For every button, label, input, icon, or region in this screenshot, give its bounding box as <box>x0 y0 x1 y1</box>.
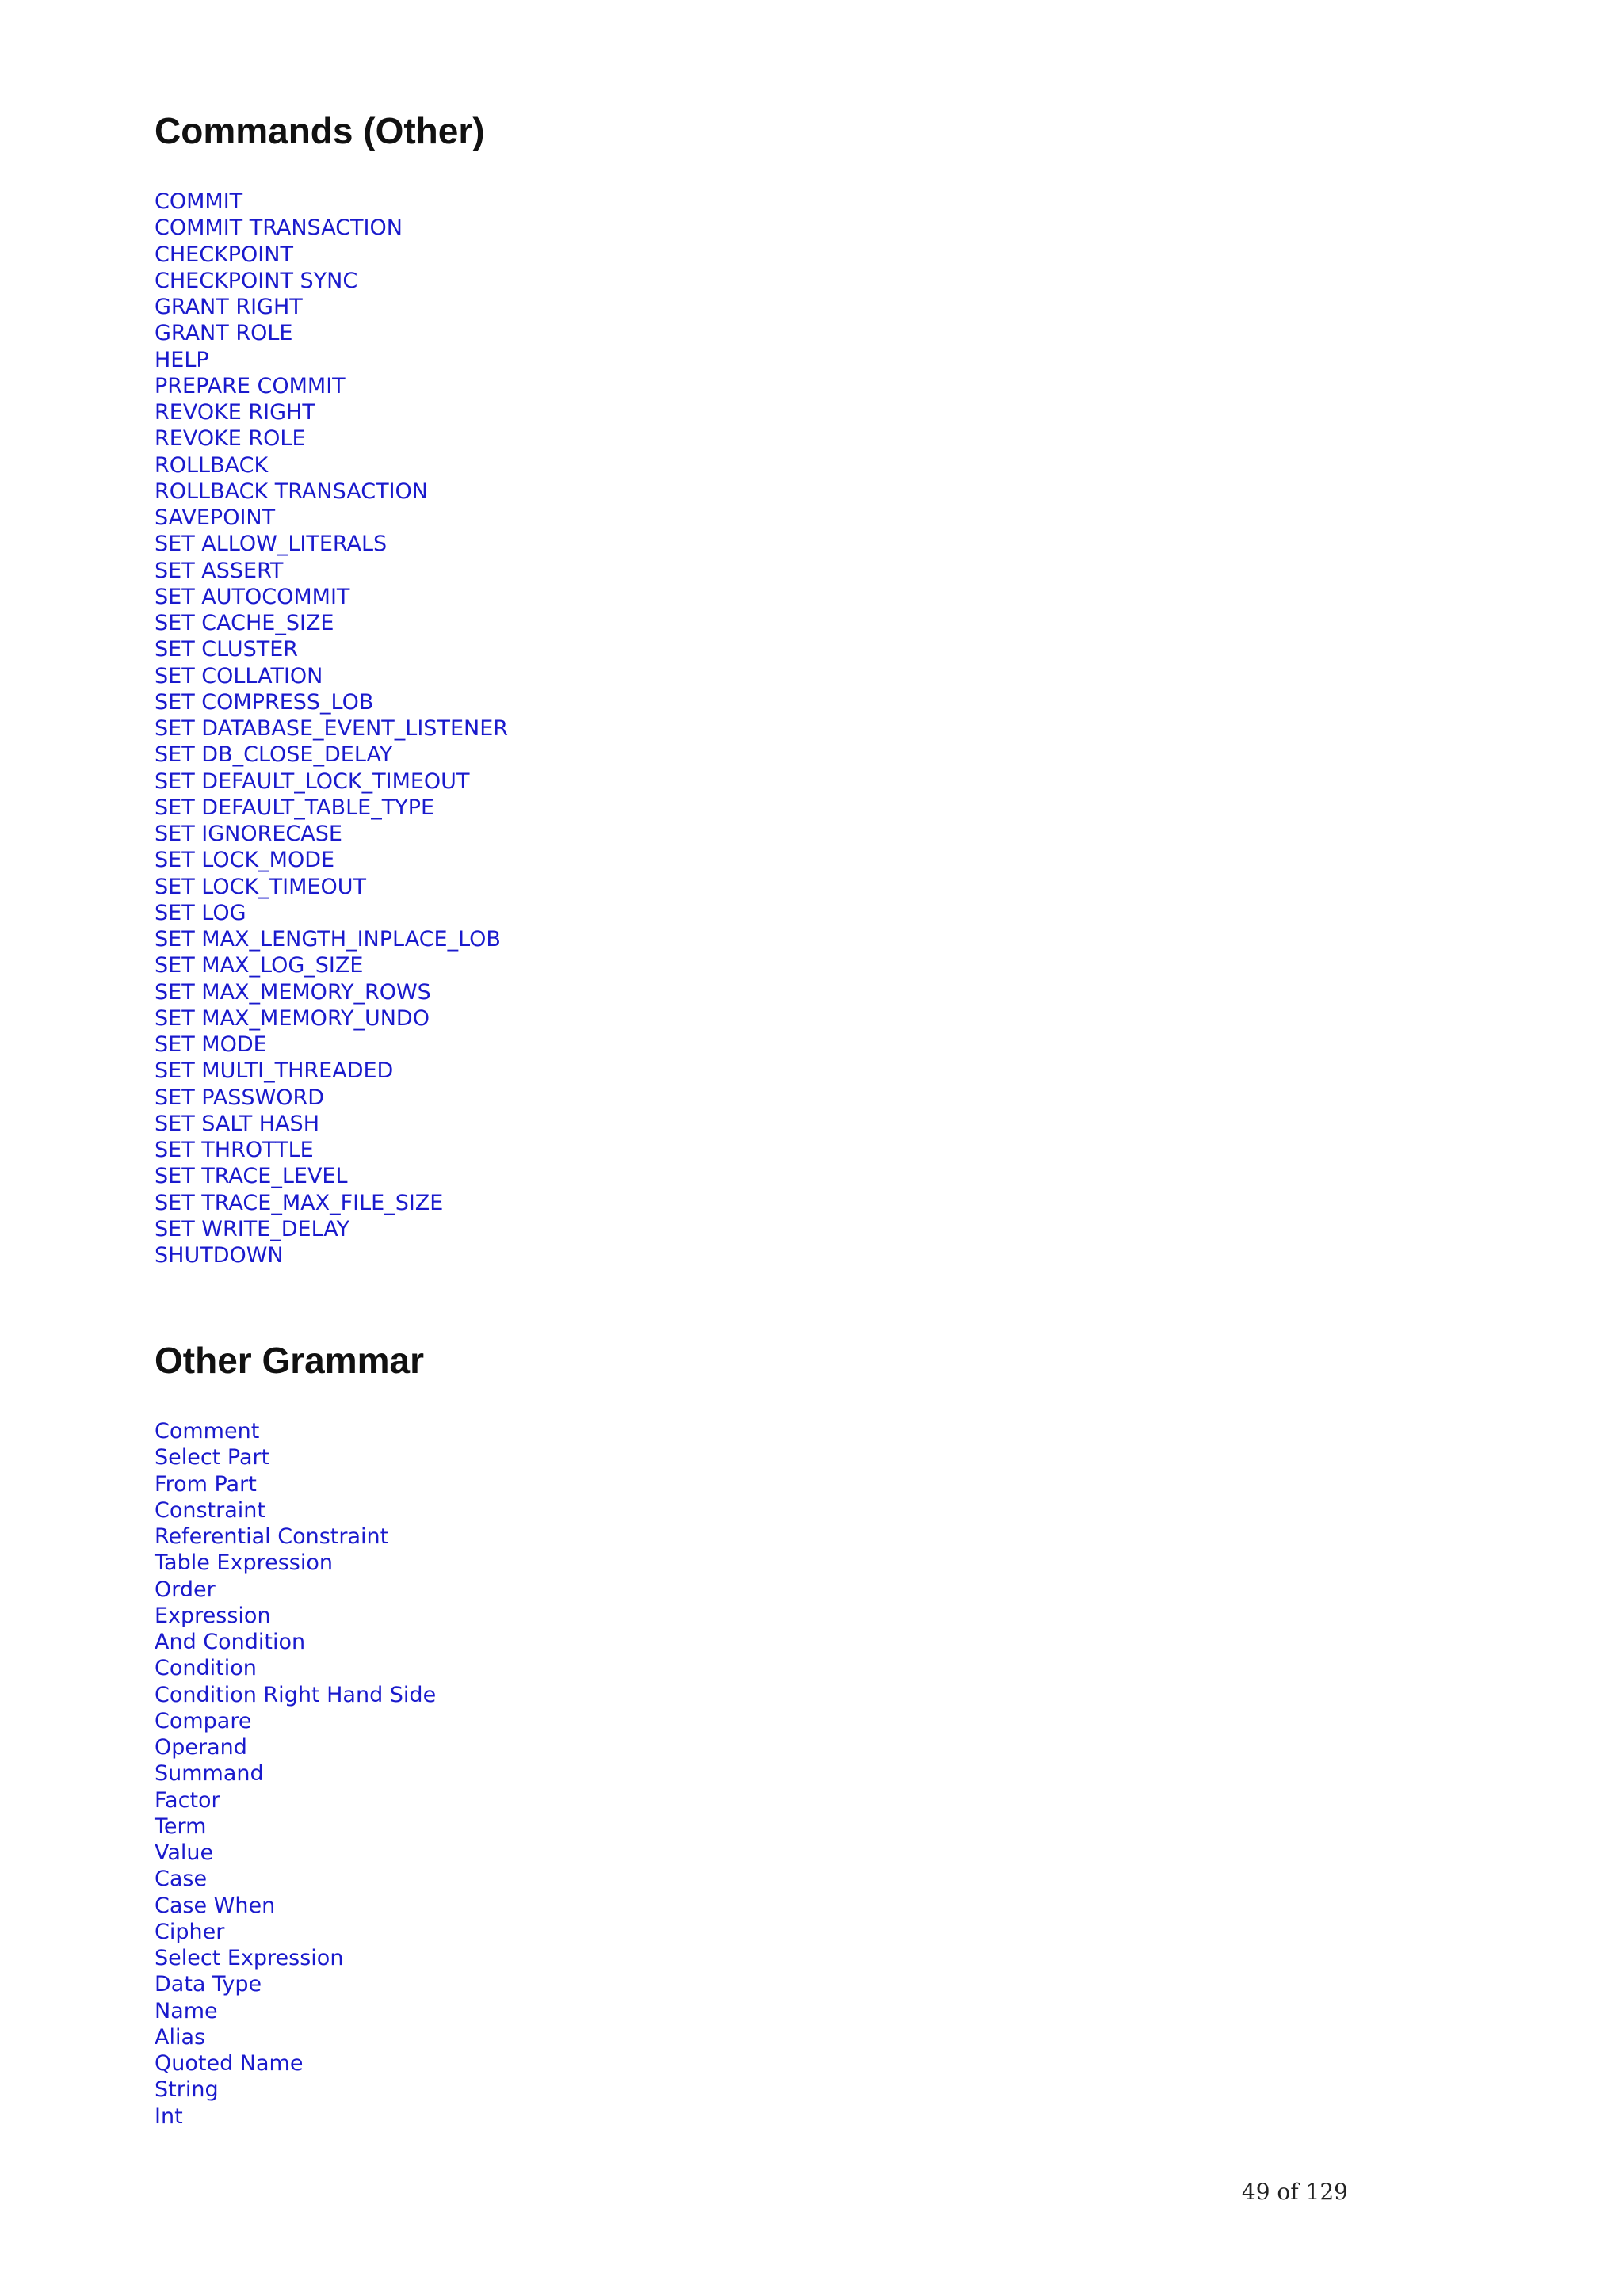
grammar-link[interactable]: Expression <box>155 1603 271 1628</box>
grammar-link[interactable]: Select Part <box>155 1445 270 1470</box>
command-link[interactable]: SET ASSERT <box>155 558 284 583</box>
grammar-link[interactable]: Factor <box>155 1787 220 1813</box>
grammar-link[interactable]: Summand <box>155 1761 264 1787</box>
command-link[interactable]: SET MAX_MEMORY_UNDO <box>155 1005 430 1031</box>
command-link[interactable]: CHECKPOINT SYNC <box>155 268 358 293</box>
command-link[interactable]: SET MAX_MEMORY_ROWS <box>155 979 431 1005</box>
grammar-link[interactable]: Referential Constraint <box>155 1524 389 1549</box>
grammar-link[interactable]: Table Expression <box>155 1550 333 1576</box>
command-link[interactable]: REVOKE ROLE <box>155 426 306 452</box>
command-link[interactable]: CHECKPOINT <box>155 242 293 267</box>
commands-link-list <box>155 189 508 1268</box>
grammar-link[interactable]: Data Type <box>155 1972 262 1997</box>
command-link[interactable]: ROLLBACK <box>155 452 269 478</box>
grammar-link[interactable]: Cipher <box>155 1919 225 1944</box>
grammar-link[interactable]: Int <box>155 2103 183 2129</box>
command-link[interactable]: SET COLLATION <box>155 663 323 688</box>
grammar-link[interactable]: Operand <box>155 1735 247 1760</box>
command-link[interactable]: SHUTDOWN <box>155 1243 284 1268</box>
grammar-link[interactable]: Name <box>155 1998 218 2023</box>
section-heading-other-grammar: Other Grammar <box>155 1340 425 1381</box>
command-link[interactable]: SET LOCK_TIMEOUT <box>155 874 366 899</box>
command-link[interactable]: SET IGNORECASE <box>155 822 342 846</box>
command-link[interactable]: HELP <box>155 347 209 372</box>
command-link[interactable]: SET TRACE_MAX_FILE_SIZE <box>155 1190 444 1215</box>
command-link[interactable]: SET CLUSTER <box>155 637 299 662</box>
command-link[interactable]: ROLLBACK TRANSACTION <box>155 479 428 504</box>
grammar-link[interactable]: Comment <box>155 1419 260 1444</box>
grammar-link[interactable]: Compare <box>155 1708 252 1733</box>
section-heading-commands-other: Commands (Other) <box>155 110 485 151</box>
command-link[interactable]: REVOKE RIGHT <box>155 400 315 425</box>
command-link[interactable]: GRANT ROLE <box>155 321 293 346</box>
grammar-link[interactable]: And Condition <box>155 1630 306 1654</box>
command-link[interactable]: SAVEPOINT <box>155 505 276 530</box>
command-link[interactable]: SET WRITE_DELAY <box>155 1216 350 1241</box>
command-link[interactable]: SET PASSWORD <box>155 1085 325 1110</box>
grammar-link[interactable]: From Part <box>155 1471 257 1497</box>
command-link[interactable]: SET SALT HASH <box>155 1111 319 1136</box>
command-link[interactable]: SET CACHE_SIZE <box>155 611 334 635</box>
command-link[interactable]: SET ALLOW_LITERALS <box>155 532 388 557</box>
command-link[interactable]: SET LOG <box>155 900 246 925</box>
grammar-link[interactable]: Order <box>155 1577 216 1602</box>
page-number: 49 of 129 <box>1241 2179 1348 2205</box>
grammar-link[interactable]: Condition Right Hand Side <box>155 1682 437 1707</box>
command-link[interactable]: SET THROTTLE <box>155 1138 314 1162</box>
grammar-link[interactable]: Select Expression <box>155 1946 344 1970</box>
command-link[interactable]: SET DATABASE_EVENT_LISTENER <box>155 716 509 741</box>
grammar-link[interactable]: Case <box>155 1867 208 1892</box>
grammar-link-list <box>155 1418 436 2130</box>
grammar-link[interactable]: Case When <box>155 1893 276 1918</box>
grammar-link[interactable]: Term <box>155 1814 207 1839</box>
command-link[interactable]: SET AUTOCOMMIT <box>155 584 350 609</box>
command-link[interactable]: COMMIT TRANSACTION <box>155 215 403 241</box>
command-link[interactable]: SET DEFAULT_LOCK_TIMEOUT <box>155 769 470 794</box>
command-link[interactable]: GRANT RIGHT <box>155 295 303 319</box>
command-link[interactable]: PREPARE COMMIT <box>155 373 346 399</box>
command-link[interactable]: SET TRACE_LEVEL <box>155 1164 348 1189</box>
command-link[interactable]: SET MODE <box>155 1032 267 1057</box>
grammar-link[interactable]: Alias <box>155 2024 206 2050</box>
grammar-link[interactable]: Value <box>155 1840 214 1865</box>
document-page <box>155 0 1502 2296</box>
command-link[interactable]: SET MAX_LOG_SIZE <box>155 953 364 978</box>
command-link[interactable]: COMMIT <box>155 189 243 214</box>
command-link[interactable]: SET DB_CLOSE_DELAY <box>155 742 393 768</box>
command-link[interactable]: SET MULTI_THREADED <box>155 1058 394 1084</box>
grammar-link[interactable]: String <box>155 2077 219 2103</box>
command-link[interactable]: SET COMPRESS_LOB <box>155 689 374 715</box>
command-link[interactable]: SET LOCK_MODE <box>155 848 335 873</box>
grammar-link[interactable]: Condition <box>155 1656 257 1681</box>
grammar-link[interactable]: Constraint <box>155 1497 265 1523</box>
grammar-link[interactable]: Quoted Name <box>155 2051 304 2076</box>
command-link[interactable]: SET MAX_LENGTH_INPLACE_LOB <box>155 927 501 952</box>
command-link[interactable]: SET DEFAULT_TABLE_TYPE <box>155 795 435 820</box>
